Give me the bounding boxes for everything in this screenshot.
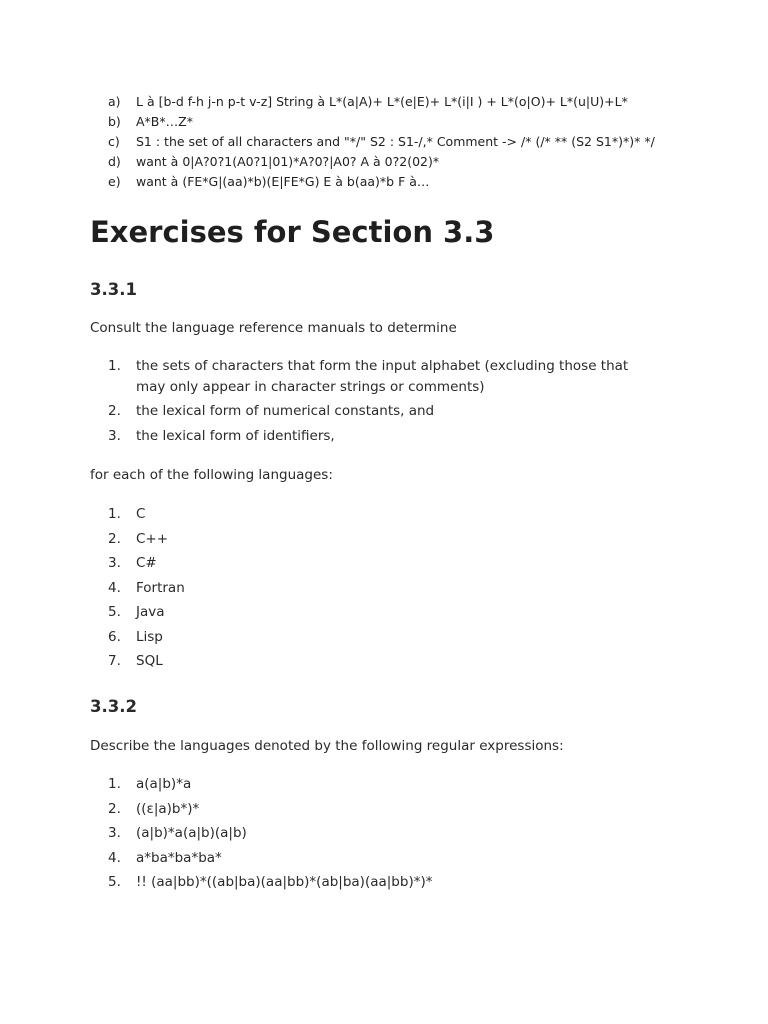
section-3-3-1-intro: Consult the language reference manuals to determine [90,320,457,336]
section-3-3-1-followup: for each of the following languages: [90,467,333,483]
list-item [108,799,656,820]
list-item-text: S1 : the set of all characters and "*/" S2 : S1-/,* Comment -> /* (/* ** (S2 S1*)*)* */ [136,134,655,149]
properties-list [108,356,656,450]
list-item-text: C++ [136,530,169,547]
list-marker: c) [108,134,120,149]
list-marker: 4. [108,849,121,866]
list-marker: 1. [108,776,121,792]
list-item [108,553,656,574]
list-item [108,651,656,672]
list-marker: 6. [108,628,121,645]
list-marker: a) [108,94,121,109]
list-item [108,152,655,172]
list-item [108,401,656,422]
list-marker: 3. [108,427,121,444]
section-3-3-2-title: 3.3.2 [90,697,137,716]
list-item-text: want à (FE*G|(aa)*b)(E|FE*G) E à b(aa)*b F à… [136,174,430,189]
answer-list [108,92,655,192]
list-item-text: the sets of characters that form the input alphabet (excluding those that may only appear in character strings or comments) [136,358,629,395]
list-item [108,426,656,447]
list-item-text: the lexical form of numerical constants, and [136,403,435,419]
list-marker: d) [108,154,121,169]
list-item-text: Lisp [136,628,163,645]
list-item-text: L à [b-d f-h j-n p-t v-z] String à L*(a|A)+ L*(e|E)+ L*(i|I ) + L*(o|O)+ L*(u|U)+L* [136,94,628,109]
languages-list [108,504,656,676]
list-item-text: A*B*…Z* [136,114,193,129]
list-marker: 2. [108,403,121,419]
list-item [108,627,656,648]
list-marker: 5. [108,604,121,620]
list-item [108,578,656,599]
list-item-text: (a|b)*a(a|b)(a|b) [136,825,247,841]
page-title: Exercises for Section 3.3 [90,215,495,249]
list-marker: 4. [108,579,121,596]
list-item [108,848,656,869]
list-marker: 2. [108,800,121,817]
list-marker: 7. [108,653,121,669]
list-marker: 1. [108,358,121,374]
list-item-text: Fortran [136,579,185,596]
list-item-text: C# [136,555,157,571]
list-item [108,172,655,192]
list-item-text: ((ε|a)b*)* [136,800,200,817]
list-marker: 5. [108,874,121,890]
list-marker: 3. [108,825,121,841]
list-marker: 2. [108,530,121,547]
list-item [108,529,656,550]
list-item [108,112,655,132]
list-item [108,774,656,795]
list-item-text: !! (aa|bb)*((ab|ba)(aa|bb)*(ab|ba)(aa|bb)*)* [136,874,433,890]
list-item-text: a*ba*ba*ba* [136,849,222,866]
list-item [108,504,656,525]
list-item [108,823,656,844]
section-3-3-1-title: 3.3.1 [90,280,137,299]
section-3-3-2-intro: Describe the languages denoted by the following regular expressions: [90,738,564,754]
regex-list [108,774,656,897]
list-marker: e) [108,174,121,189]
list-item [108,356,656,397]
list-item-text: want à 0|A?0?1(A0?1|01)*A?0?|A0? A à 0?2(02)* [136,154,440,169]
list-item-text: the lexical form of identifiers, [136,427,335,444]
list-item-text: a(a|b)*a [136,776,192,792]
list-marker: b) [108,114,121,129]
list-item [108,602,656,623]
list-marker: 1. [108,506,121,522]
list-item-text: C [136,506,146,522]
list-item [108,92,655,112]
list-item-text: Java [136,604,165,620]
list-marker: 3. [108,555,121,571]
list-item [108,132,655,152]
list-item [108,872,656,893]
list-item-text: SQL [136,653,163,669]
